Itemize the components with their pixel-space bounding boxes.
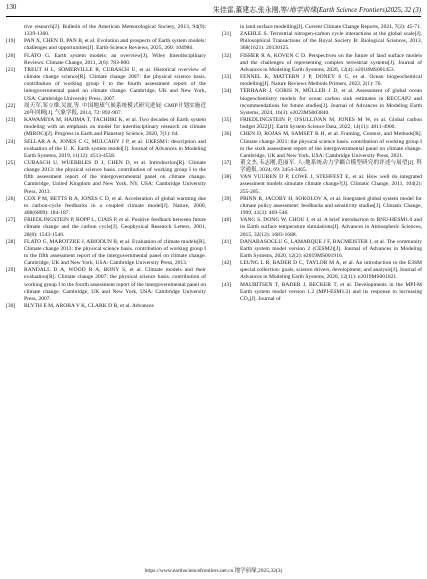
- reference-entry: [222, 196, 422, 217]
- reference-entry: [6, 267, 206, 303]
- reference-entry: [222, 260, 422, 281]
- reference-text: FLATO G, MAROTZKE J, ABIODUN B, et al. Evaluation of climate models[R]. Climate change 2013: the physical science basis. contribution of working group I to the fifth assessment report of the intergovernmental panel on climate change. Cambridge, UK and New York, USA: Cambridge University Press, 2013.: [24, 238, 206, 267]
- reference-text: ZAEHLE S. Terrestrial nitrogen-carbon cycle interactions at the global scale[J]. Philosophical Transactions of the Royal Society B: Biological Sciences, 2013, 368(1621): 20130125.: [240, 31, 422, 52]
- reference-entry: [222, 74, 422, 88]
- reference-number: [38]: [222, 174, 232, 181]
- reference-entry: [6, 303, 206, 310]
- reference-number: [34]: [222, 88, 232, 95]
- reference-entry: [222, 31, 422, 52]
- page-number: 130: [6, 4, 17, 11]
- reference-entry: [6, 160, 206, 196]
- reference-text: in land surface modelling[J]. Current Climate Change Reports, 2021, 7(2): 45-71.: [240, 24, 422, 30]
- reference-number: [35]: [222, 117, 232, 124]
- reference-entry: [222, 160, 422, 174]
- reference-number: [33]: [222, 74, 232, 81]
- reference-text: CUBASCH U, WUEBBLES D J, CHEN D, et al. Introduction[R]. Climate change 2013: the physical science basis. contribution of working group I to the fifth assessment report of the intergovernmental panel on climate change. Cambridge, United Kingdom and New York, NY, USA: Cambridge University Press, 2013.: [24, 159, 206, 195]
- reference-text: KAWAMIYA M, HAJIMA T, TACHIIRI K, et al. Two decades of Earth system modeling with an emphasis on model for interdisciplinary research on climate (MIROC)[J]. Progress in Earth and Planetary Science, 2020, 7(1): 64.: [24, 117, 206, 138]
- reference-text: 董文杰,韦志刚,范丽军. 人-地系统动力学耦合模型研究的评述与展望[J]. 科学通报, 2024, 69: 3454-3465.: [240, 159, 422, 174]
- reference-number: [25]: [6, 159, 16, 166]
- running-authors: 朱佳雷,董建志,张永刚,等/: [213, 7, 290, 14]
- reference-entry: [6, 139, 206, 160]
- reference-entry: [6, 239, 206, 268]
- reference-text: DANABASOGLU G, LAMARQUE J F, BACMEISTER J, et al. The community Earth system model version 2 (CESM2)[J]. Journal of Advances in Modeling Earth Systems, 2020, 12(2): e2019MS001916.: [240, 238, 422, 259]
- reference-number: [19]: [6, 38, 16, 45]
- reference-list-left: [6, 24, 206, 310]
- reference-number: [26]: [6, 195, 16, 202]
- reference-text: TREUT H L, SOMERVILLE R, CUBASCH U, et al. Historical overview of climate change science[R]. Climate change 2007: the physical science basis. contribution of working group I to the fourth assessment report of the intergovernmental panel on climate change. Cambridge, UK and New York, USA: Cambridge University Press, 2007.: [24, 66, 206, 102]
- reference-entry: [6, 53, 206, 67]
- reference-text: FRIEDLINGSTEIN P, BOPP L, CIAIS P, et al. Positive feedback between future climate change and the carbon cycle[J]. Geophysical Research Letters, 2001, 28(8): 1543-1546.: [24, 217, 206, 238]
- reference-text: SELLAR A A, JONES C G, MULCAHY J P, et al. UKESM1: description and evaluation of the U. K. Earth system model[J]. Journal of Advances in Modeling Earth Systems, 2019, 11(12): 4513-4558.: [24, 138, 206, 159]
- reference-number: [22]: [6, 102, 16, 109]
- reference-list-right: [222, 24, 422, 303]
- reference-entry: [6, 196, 206, 217]
- reference-number: [24]: [6, 138, 16, 145]
- reference-text: TERHAAR J, GORIS N, MÜLLER J D, et al. Assessment of global ocean biogeochemistry models for ocean carbon sink estimates in RECCAP2 and recommendations for future studies[J]. Journal of Advances in Modeling Earth Systems, 2024, 16(3): e2023MS003840.: [240, 88, 422, 116]
- reference-text: FISHER R A, KOVEN C D. Perspectives on the future of land surface models and the challenges of representing complex terrestrial systems[J]. Journal of Advances in Modeling Earth Systems, 2020, 12(4): e2018MS001453.: [240, 52, 422, 73]
- reference-text: CHEN D, ROJAS M, SAMSET B H, et al. Framing, Context, and Methods[R]. Climate change 2021: the physical science basis. contribution of working group I to the sixth assessment report of the intergovernmental panel on climate change. Cambridge, UK and New York, USA: Cambridge University Press, 2021.: [240, 131, 422, 159]
- reference-entry: [6, 24, 206, 38]
- reference-text: FRIEDLINGSTEIN P, O'SULLIVAN M, JONES M W, et al. Global carbon budget 2022[J]. Earth System Science Data, 2022, 14(11): 4811-4900.: [240, 117, 422, 131]
- running-title: [213, 4, 421, 14]
- reference-number: [23]: [6, 117, 16, 124]
- reference-number: [39]: [222, 195, 232, 202]
- reference-entry: [222, 117, 422, 131]
- reference-entry: [6, 103, 206, 117]
- reference-text: MAURITSEN T, BADER J, BECKER T, et al. Developments in the MPI-M Earth system model version 1.2 (MPI-ESM1.2) and its response to increasing CO₂[J]. Journal of: [240, 281, 422, 302]
- reference-number: [43]: [222, 281, 232, 288]
- reference-entry: [222, 24, 422, 31]
- reference-number: [28]: [6, 238, 16, 245]
- reference-number: [32]: [222, 52, 232, 59]
- reference-entry: [222, 53, 422, 74]
- page-footer: https://www.earthsciencefrontiers.net.cn 地学前缘,2025,32(3): [144, 568, 283, 574]
- reference-number: [29]: [6, 267, 16, 274]
- reference-text: PAN X, CHEN D, PAN B, et al. Evolution and prospects of Earth system models: challenges and opportunities[J]. Earth-Science Reviews, 2025, 260: 104986.: [24, 38, 206, 52]
- reference-text: BLYTH E M, ARORA V K, CLARK D B, et al. Advances: [24, 303, 154, 310]
- reference-text: FENNEL K, MATTERN J P, DONEY S C, et al. Ocean biogeochemical modelling[J]. Nature Reviews Methods Primers, 2022, 2(1): 76.: [240, 74, 422, 88]
- reference-entry: [6, 67, 206, 103]
- reference-entry: [222, 88, 422, 117]
- reference-text: LEUNG L R, BADER D C, TAYLOR M A, et al. An introduction to the E3SM special collection: goals, science drivers, development, and analysis[J]. Journal of Advances in Modeling Earth Systems, 2020, 12(11): e2019MS001821.: [240, 260, 422, 281]
- reference-text: FLATO G. Earth system models: an overview[J]. Wiley Interdisciplinary Reviews: Climate Change, 2011, 2(6): 783-800.: [24, 52, 206, 66]
- reference-text: YANG S, DONG W, CHOU J, et al. A brief introduction to BNU-HESM1.0 and its Earth surface temperature simulations[J]. Advances in Atmospheric Sciences, 2015, 32(12): 1683-1688.: [240, 217, 422, 238]
- reference-number: [20]: [6, 52, 16, 59]
- reference-text: tive research[J]. Bulletin of the American Meteorological Society, 2013, 94(9): 1339-1360.: [24, 24, 206, 38]
- reference-text: 周天军,邹立维,吴波,等. 中国地球气候系统模式研究进展: CMIP计划实施近20年回顾[J]. 气象学报, 2014, 72: 892-907.: [24, 102, 206, 116]
- reference-number: [40]: [222, 217, 232, 224]
- reference-text: PRINN R, JACOBY H, SOKOLOV A, et al. Integrated global system model for climate policy assessment: feedbacks and sensitivity studies[J]. Climatic Change, 1999, 41(3): 469-546.: [240, 195, 422, 217]
- reference-number: [21]: [6, 66, 16, 73]
- reference-entry: [222, 131, 422, 160]
- reference-number: [42]: [222, 260, 232, 267]
- page-header: [6, 2, 421, 17]
- reference-entry: [222, 174, 422, 195]
- reference-text: RANDALL D A, WOOD R A, BONY S, et al. Climate models and their evaluation[R]. Climate change 2007: the physical science basis. contribution of working group I to the fourth assessment report of the intergovernmental panel on climate change. Cambridge, UK and New York, USA: Cambridge University Press, 2007.: [24, 267, 206, 302]
- reference-entry: [222, 239, 422, 260]
- running-journal-cn: 地学前缘: [289, 7, 317, 14]
- reference-entry: [6, 217, 206, 238]
- reference-number: [37]: [222, 159, 232, 166]
- reference-number: [36]: [222, 131, 232, 138]
- reference-text: COX P M, BETTS R A, JONES C D, et al. Acceleration of global warming due to carbon-cycle feedbacks in a coupled climate model[J]. Nature, 2000, 408(6809): 184-187.: [24, 195, 206, 217]
- reference-entry: [222, 282, 422, 303]
- reference-number: [31]: [222, 31, 232, 38]
- reference-number: [41]: [222, 238, 232, 245]
- reference-number: [27]: [6, 217, 16, 224]
- reference-text: VAN VUUREN D P, LOWE J, STEHFEST E, et al. How well do integrated assessment models simulate climate change?[J]. Climatic Change, 2011, 104(2): 255-285.: [240, 174, 422, 195]
- running-journal-en: (Earth Science Frontiers)2025, 32 (3): [316, 7, 421, 14]
- reference-entry: [6, 117, 206, 138]
- reference-number: [30]: [6, 303, 16, 310]
- reference-entry: [222, 217, 422, 238]
- reference-entry: [6, 38, 206, 52]
